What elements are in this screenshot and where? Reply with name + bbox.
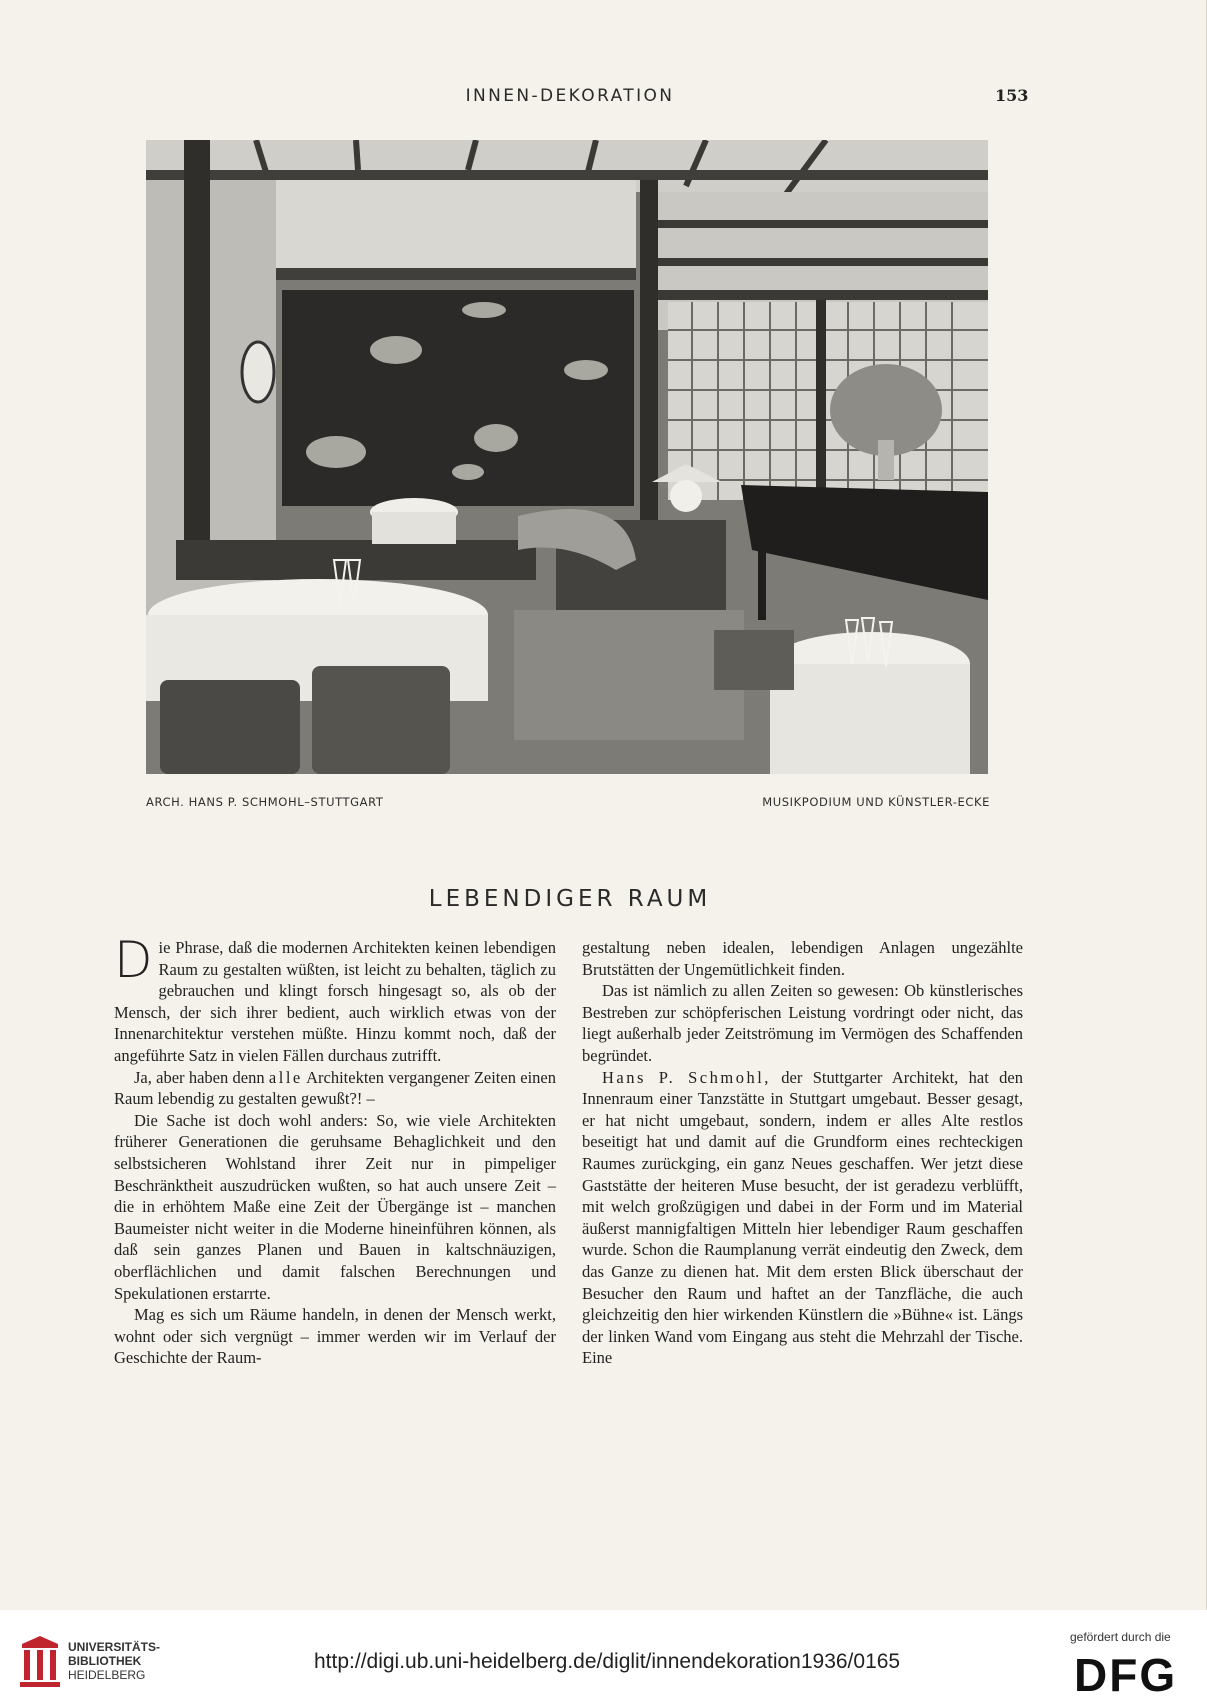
footer-bar — [0, 1610, 1207, 1706]
emphasis: alle — [268, 1067, 303, 1087]
drop-cap: D — [114, 931, 153, 989]
permalink-url[interactable]: http://digi.ub.uni-heidelberg.de/diglit/innendekoration1936/0165 — [314, 1650, 901, 1673]
paragraph: gestaltung neben idealen, lebendigen Anlagen ungezählte Brutstätten der Ungemütlichkeit finden. — [582, 938, 1023, 979]
interior-photograph — [146, 140, 988, 774]
library-logo-icon — [16, 1634, 64, 1690]
paragraph: Mag es sich um Räume handeln, in denen der Mensch werkt, wohnt oder sich vergnügt – immer werden wir im Verlauf der Geschichte der Raum- — [114, 1305, 556, 1368]
paragraph: Ja, aber haben denn alle Architekten vergangener Zeiten einen Raum lebendig zu gestalten gewußt?! – — [114, 1067, 556, 1109]
article-heading: LEBENDIGER RAUM — [428, 886, 712, 912]
photo-illustration — [146, 140, 988, 774]
emphasis-name: Hans P. Schmohl, — [602, 1067, 771, 1087]
paragraph: Die Sache ist doch wohl anders: So, wie viele Architekten früherer Generationen die geruhsame Behaglichkeit und den selbstsicheren Wohlstand ihrer Zeit nur in pimpeliger Beschränktheit auszudrücken wußten, so hat auch unsere Zeit – die in erhöhtem Maße eine Zeit der Übergänge ist – manchen Baumeister nicht weiter in die Moderne hineinführen können, als daß sein ganzes Planen und Bauen in kaltschnäuzigen, oberflächlichen und damit falschen Berechnungen und Spekulationen erstarrte. — [114, 1110, 556, 1303]
paragraph — [114, 931, 556, 1067]
paragraph-text: ie Phrase, daß die modernen Architekten keinen lebendigen Raum zu gestalten wüßten, ist leicht zu behalten, täglich zu gebrauchen und klingt forsch hingesagt so, als ob der Mensch, der sich ihrer bedient, auch wirklich etwas von der Innenarchitektur verstehen müßte. Hinzu kommt noch, daß der angeführte Satz in vielen Fällen durchaus zutrifft. — [114, 938, 556, 1065]
library-name: UNIVERSITÄTS- BIBLIOTHEK HEIDELBERG — [68, 1640, 161, 1682]
text-column-right — [582, 937, 1023, 1369]
funding-note: gefördert durch die — [1070, 1630, 1171, 1644]
photo-caption-credit: ARCH. HANS P. SCHMOHL–STUTTGART — [146, 795, 384, 809]
dfg-logo: DFG — [1074, 1649, 1178, 1701]
paragraph: Das ist nämlich zu allen Zeiten so gewesen: Ob künstlerisches Bestreben zur schöpferischen Leistung vordringt oder nicht, das liegt außerhalb jeder Zeitströmung im Vermögen des Schaffenden begründet. — [582, 981, 1023, 1065]
running-head-title: INNEN-DEKORATION — [465, 86, 675, 106]
paragraph: Hans P. Schmohl, der Stuttgarter Architekt, hat den Innenraum einer Tanzstätte in Stuttgart umgebaut. Besser gesagt, er hat nicht umgebaut, sondern, indem er alles Alte restlos beseitigt hat und damit auf die Grundform eines rechteckigen Raumes zurückging, ein ganz Neues geschaffen. Wer jetzt diese Gaststätte der heiteren Muse besucht, der ist geradezu verblüfft, mit welch großzügigen und dabei in der Form und im Material äußerst mannigfaltigen Mitteln hier lebendiger Raum geschaffen wurde. Schon die Raumplanung verrät eindeutig den Zweck, dem das Ganze zu dienen hat. Mit dem ersten Blick überschaut der Besucher den Raum und haftet an der Tanzfläche, die auch gleichzeitig den hier wirkenden Künstlern die »Bühne« ist. Längs der linken Wand vom Eingang aus steht die Mehrzahl der Tische. Eine — [582, 1067, 1023, 1368]
photo-caption-title: MUSIKPODIUM UND KÜNSTLER-ECKE — [762, 795, 990, 809]
text-column-left — [114, 931, 556, 1369]
running-head — [0, 86, 1207, 110]
page-number: 153 — [995, 86, 1029, 105]
